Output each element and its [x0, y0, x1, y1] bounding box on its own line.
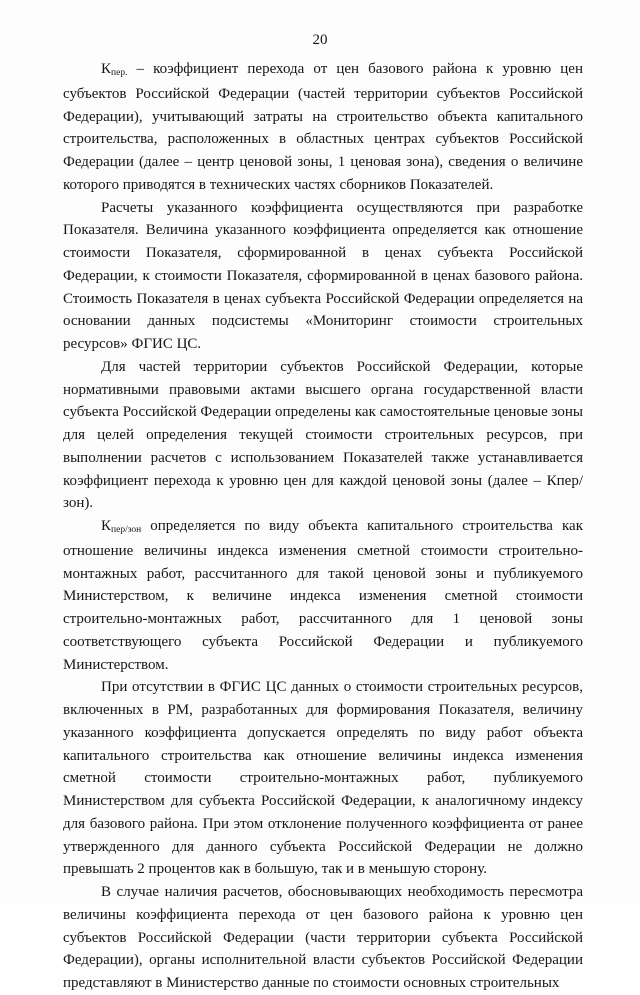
coefficient-subscript: пер/зон: [111, 525, 142, 535]
paragraph-text: – коэффициент перехода от цен базового района к уровню цен субъектов Российской Федерации (частей территории субъектов Российской Федерации), учитывающий затраты на строительство объекта капитального строительства, расположенных в областных центрах субъектов Российской Федерации (далее – центр ценовой зоны, 1 ценовая зона), сведения о величине которого приводятся в технических частях сборников Показателей.: [63, 61, 583, 193]
paragraph-missing-data: При отсутствии в ФГИС ЦС данных о стоимости строительных ресурсов, включенных в РМ, разработанных для формирования Показателя, величину указанного коэффициента допускается определять по виду работ объекта капитального строительства как отношение величины индекса изменения сметной стоимости строительно-монтажных работ, публикуемого Министерством для субъекта Российской Федерации, к аналогичному индексу для базового района. При этом отклонение полученного коэффициента от ранее утвержденного для данного субъекта Российской Федерации не должно превышать 2 процентов как в большую, так и в меньшую сторону.: [63, 679, 583, 878]
paragraph-kper-definition: [63, 58, 583, 197]
body-text: [63, 58, 583, 995]
page-number: 20: [312, 32, 328, 48]
paragraph-revision: В случае наличия расчетов, обосновывающих необходимость пересмотра величины коэффициента перехода от цен базового района к уровню цен субъектов Российской Федерации (части территории субъекта Российской Федерации), органы исполнительной власти субъектов Российской Федерации представляют в Министерство данные по стоимости основных строительных: [63, 884, 583, 991]
coefficient-symbol: К: [101, 518, 112, 534]
paragraph-text: определяется по виду объекта капитального строительства как отношение величины индекса изменения сметной стоимости строительно-монтажных работ, рассчитанного для такой ценовой зоны и публикуемого Министерством, к величине индекса изменения сметной стоимости строительно-монтажных работ, рассчитанного для 1 ценовой зоны соответствующего субъекта Российской Федерации и публикуемого Министерством.: [63, 518, 583, 673]
paragraph-calculation: Расчеты указанного коэффициента осуществляются при разработке Показателя. Величина указанного коэффициента определяется как отношение стоимости Показателя, сформированной в ценах субъекта Российской Федерации, к стоимости Показателя, сформированной в ценах базового района. Стоимость Показателя в ценах субъекта Российской Федерации определяется на основании данных подсистемы «Мониторинг стоимости строительных ресурсов» ФГИС ЦС.: [63, 199, 583, 352]
coefficient-subscript: пер.: [111, 68, 128, 78]
paragraph-price-zones: Для частей территории субъектов Российской Федерации, которые нормативными правовыми актами высшего органа государственной власти субъекта Российской Федерации определены как самостоятельные ценовые зоны для целей определения текущей стоимости строительных ресурсов, при выполнении расчетов с использованием Показателей также устанавливается коэффициент перехода к уровню цен для каждой ценовой зоны (далее – Кпер/зон).: [63, 358, 583, 512]
coefficient-symbol: К: [101, 61, 112, 77]
paragraph-kper-zon-definition: [63, 515, 583, 676]
